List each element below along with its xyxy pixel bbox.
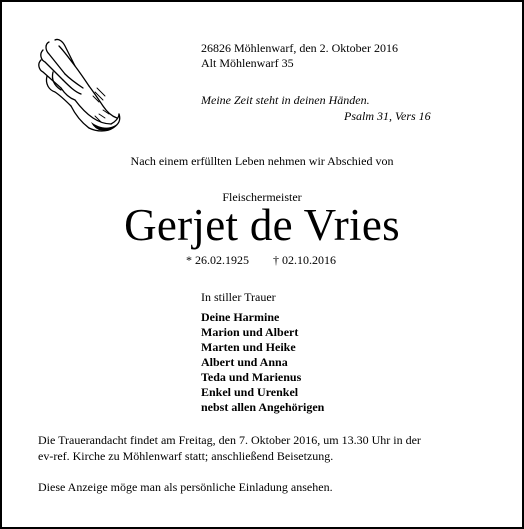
quote-text: Meine Zeit steht in deinen Händen. <box>201 93 370 107</box>
deceased-title: Fleischermeister <box>222 190 302 204</box>
service-info-line-1: Die Trauerandacht findet am Freitag, den 7. Oktober 2016, um 13.30 Uhr in der <box>38 433 421 447</box>
closing-note: Diese Anzeige möge man als persönliche Einladung ansehen. <box>38 480 333 494</box>
death-date: † 02.10.2016 <box>273 253 336 267</box>
deceased-name: Gerjet de Vries <box>124 200 400 250</box>
mourner-name: Marion und Albert <box>201 325 299 339</box>
service-info-line-2: ev-ref. Kirche zu Möhlenwarf statt; anschließend Beisetzung. <box>38 449 334 463</box>
quote-source: Psalm 31, Vers 16 <box>344 109 431 123</box>
intro-text: Nach einem erfüllten Leben nehmen wir Abschied von <box>130 154 394 168</box>
mourner-name: nebst allen Angehörigen <box>201 400 325 414</box>
mourner-name: Deine Harmine <box>201 310 280 324</box>
birth-date: * 26.02.1925 <box>186 253 249 267</box>
address: Alt Möhlenwarf 35 <box>201 56 294 70</box>
mourners-heading: In stiller Trauer <box>201 290 276 304</box>
mourner-name: Enkel und Urenkel <box>201 385 299 399</box>
place-date: 26826 Möhlenwarf, den 2. Oktober 2016 <box>201 41 398 55</box>
mourner-name: Albert und Anna <box>201 355 288 369</box>
mourner-name: Marten und Heike <box>201 340 296 354</box>
mourner-name: Teda und Marienus <box>201 370 302 384</box>
praying-hands-icon <box>35 36 125 134</box>
